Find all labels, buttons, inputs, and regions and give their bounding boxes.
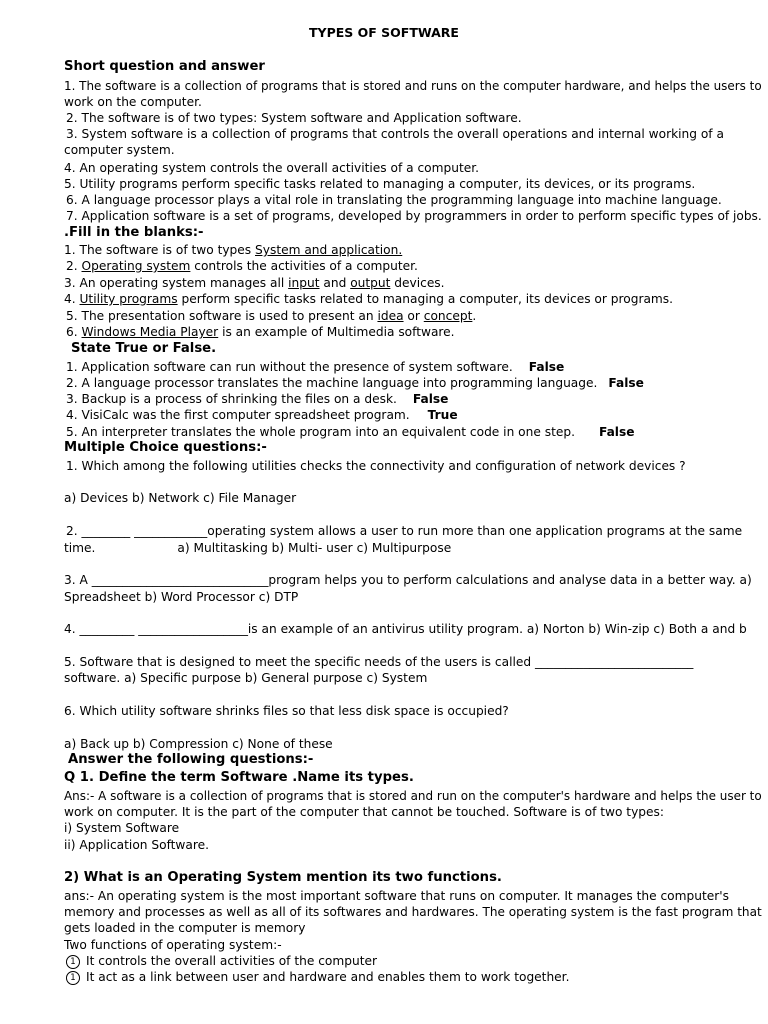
short-q2: 2. The software is of two types: System software and Application software. [66, 111, 522, 125]
fill-item-3: 3. An operating system manages all input and output devices. [64, 276, 445, 290]
tf-answer: False [598, 425, 635, 439]
fill-answer: Operating system [81, 259, 191, 273]
short-q3-line1: 3. System software is a collection of programs that controls the overall operations and internal working of a [66, 127, 724, 141]
mcq-q1-options: a) Devices b) Network c) File Manager [64, 491, 297, 505]
mcq-q2-line2: time. a) Multitasking b) Multi- user c) Multipurpose [64, 541, 452, 555]
short-q3-line2: computer system. [64, 143, 175, 157]
mcq-q6-options: a) Back up b) Compression c) None of these [64, 737, 333, 751]
fill-item-6: 6. Windows Media Player is an example of Multimedia software. [66, 325, 455, 339]
answer-q1-type-1: i) System Software [64, 821, 180, 835]
answer-q1-line2: work on computer. It is the part of the computer that cannot be touched. Software is of two types: [64, 805, 664, 819]
fill-answer: idea [377, 309, 404, 323]
mcq-q5-line1: 5. Software that is designed to meet the specific needs of the users is called __________________________ [64, 655, 694, 669]
short-q5: 5. Utility programs perform specific tasks related to managing a computer, its devices, or its programs. [64, 177, 696, 191]
answer-q1-title: Q 1. Define the term Software .Name its types. [64, 770, 414, 785]
fill-item-1: 1. The software is of two types System and application. [64, 243, 403, 257]
fill-item-2: 2. Operating system controls the activities of a computer. [66, 259, 418, 273]
fill-item-4: 4. Utility programs perform specific tasks related to managing a computer, its devices or programs. [64, 292, 674, 306]
tf-item: 2. A language processor translates the machine language into programming language. False [66, 376, 644, 390]
answer-q2-line3: gets loaded in the computer is memory [64, 921, 306, 935]
mcq-q2-line1: 2. ________ ____________operating system allows a user to run more than one application programs at the same [66, 524, 743, 538]
mcq-q6: 6. Which utility software shrinks files so that less disk space is occupied? [64, 704, 509, 718]
fill-item-5: 5. The presentation software is used to present an idea or concept. [66, 309, 477, 323]
answer-heading: Answer the following questions:- [68, 752, 314, 767]
page-title: TYPES OF SOFTWARE [309, 25, 459, 40]
short-heading: Short question and answer [64, 59, 265, 74]
fill-answer: concept [423, 309, 473, 323]
tf-answer: True [427, 408, 458, 422]
tf-answer: False [412, 392, 449, 406]
short-q4: 4. An operating system controls the overall activities of a computer. [64, 161, 479, 175]
fill-answer: input [288, 276, 320, 290]
answer-q2-title: 2) What is an Operating System mention its two functions. [64, 870, 502, 885]
fill-answer: Utility programs [79, 292, 178, 306]
answer-q2-function-2: 1 It act as a link between user and hardware and enables them to work together. [66, 969, 569, 985]
answer-q2-line2: memory and processes as well as all of its softwares and hardwares. The operating system is the fast program that [64, 905, 762, 919]
answer-q2-function-1: 1 It controls the overall activities of the computer [66, 953, 377, 969]
fill-answer: output [350, 276, 391, 290]
mcq-q3-line1: 3. A _____________________________program helps you to perform calculations and analyse data in a better way. a) [64, 573, 752, 587]
mcq-q1: 1. Which among the following utilities checks the connectivity and configuration of network devices ? [66, 459, 686, 473]
answer-q1-line1: Ans:- A software is a collection of programs that is stored and run on the computer's hardware and helps the user to [64, 789, 762, 803]
mcq-q3-line2: Spreadsheet b) Word Processor c) DTP [64, 590, 299, 604]
circled-number-icon: 1 [66, 955, 80, 969]
tf-item: 3. Backup is a process of shrinking the files on a desk. False [66, 392, 449, 406]
circled-number-icon: 1 [66, 971, 80, 985]
tf-item: 1. Application software can run without the presence of system software. False [66, 360, 565, 374]
short-q7: 7. Application software is a set of programs, developed by programmers in order to perform specific types of jobs. [66, 209, 762, 223]
short-q6: 6. A language processor plays a vital role in translating the programming language into machine language. [66, 193, 722, 207]
answer-q1-type-2: ii) Application Software. [64, 838, 209, 852]
fill-answer: Windows Media Player [81, 325, 219, 339]
answer-q2-line1: ans:- An operating system is the most important software that runs on computer. It manages the computer's [64, 889, 729, 903]
fill-heading: .Fill in the blanks:- [64, 225, 204, 240]
tf-item: 5. An interpreter translates the whole program into an equivalent code in one step. False [66, 425, 635, 439]
tf-heading: State True or False. [71, 341, 217, 356]
tf-item: 4. VisiCalc was the first computer spreadsheet program. True [66, 408, 458, 422]
mcq-q4: 4. _________ __________________is an example of an antivirus utility program. a) Norton b) Win-zip c) Both a and b [64, 622, 747, 636]
tf-answer: False [528, 360, 565, 374]
mcq-heading: Multiple Choice questions:- [64, 440, 267, 455]
mcq-q5-line2: software. a) Specific purpose b) General purpose c) System [64, 671, 428, 685]
short-q1-line2: work on the computer. [64, 95, 202, 109]
answer-q2-functions-label: Two functions of operating system:- [64, 938, 282, 952]
short-q1-line1: 1. The software is a collection of programs that is stored and runs on the computer hardware, and helps the users to [64, 79, 762, 93]
tf-answer: False [608, 376, 644, 390]
fill-answer: System and application. [255, 243, 403, 257]
